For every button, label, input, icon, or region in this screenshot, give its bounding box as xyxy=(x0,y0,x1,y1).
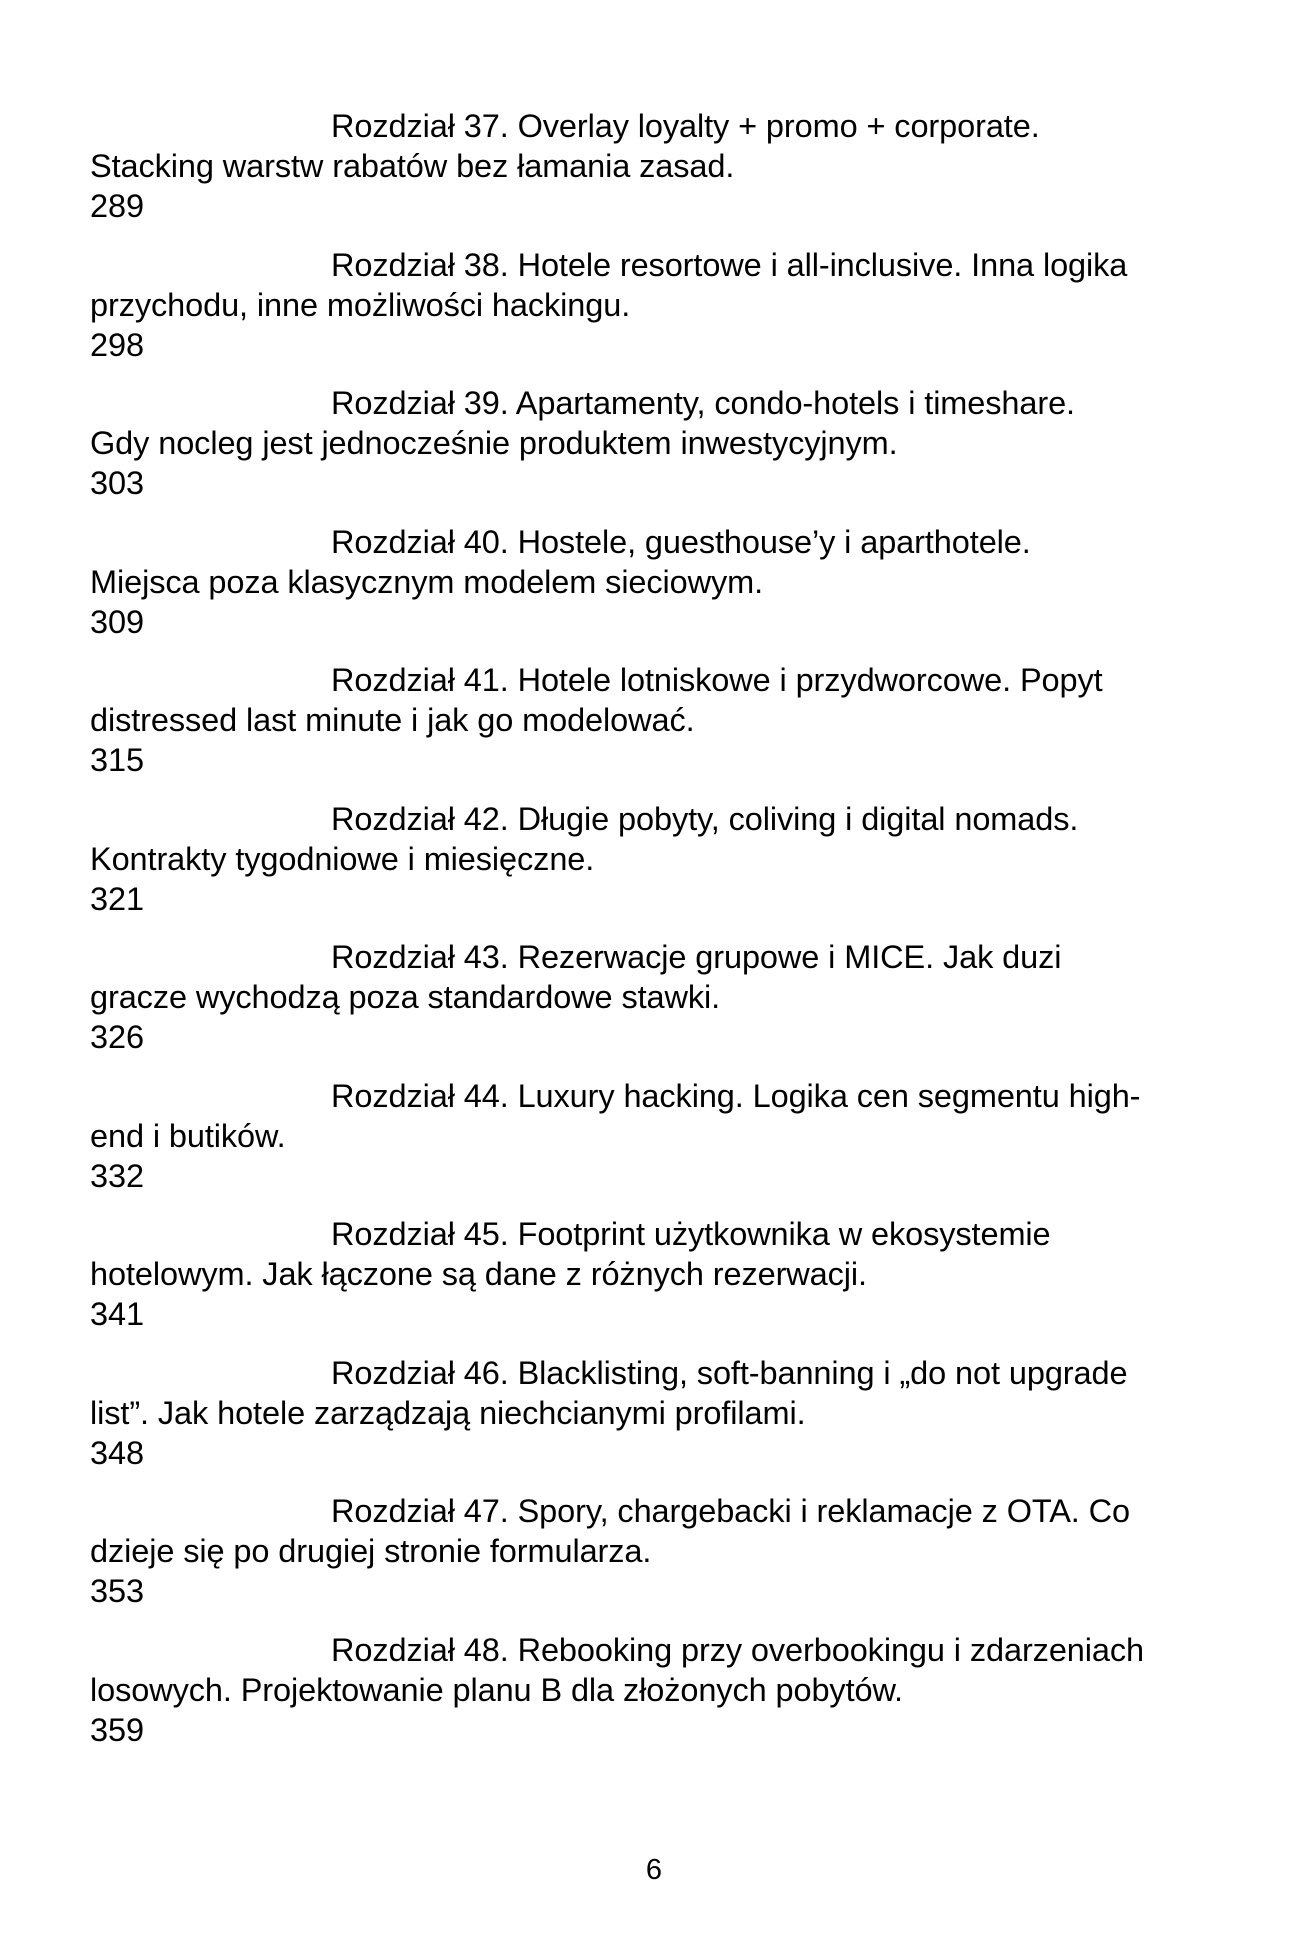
chapter-title-continuation: Miejsca poza klasycznym modelem sieciowym. xyxy=(90,563,764,600)
chapter-title: Rozdział 39. Apartamenty, condo-hotels i timeshare. xyxy=(331,385,1075,421)
chapter-title: Rozdział 43. Rezerwacje grupowe i MICE. Jak duzi xyxy=(331,939,1062,975)
chapter-title: Rozdział 37. Overlay loyalty + promo + corporate. xyxy=(331,108,1040,144)
chapter-page-number: 303 xyxy=(90,465,144,501)
chapter-title-continuation: dzieje się po drugiej stronie formularza. xyxy=(90,1533,652,1569)
chapter-page-number: 353 xyxy=(90,1573,144,1609)
chapter-page-number: 326 xyxy=(90,1019,144,1055)
chapter-title-continuation: hotelowym. Jak łączone są dane z różnych rezerwacji. xyxy=(90,1256,867,1292)
toc-entry-40 xyxy=(90,522,1230,642)
footer-page-number: 6 xyxy=(645,1854,663,1886)
chapter-page-number: 348 xyxy=(90,1434,144,1471)
chapter-page-number: 289 xyxy=(90,188,144,224)
chapter-title-continuation: gracze wychodzą poza standardowe stawki. xyxy=(90,979,721,1015)
toc-entry-37 xyxy=(90,106,1230,226)
toc-entry-43 xyxy=(90,937,1230,1057)
chapter-title: Rozdział 48. Rebooking przy overbookingu i zdarzeniach xyxy=(331,1631,1144,1668)
chapter-title: Rozdział 46. Blacklisting, soft-banning i „do not upgrade xyxy=(331,1354,1128,1391)
toc-entry-44 xyxy=(90,1076,1230,1196)
chapter-title-continuation: przychodu, inne możliwości hackingu. xyxy=(90,286,631,323)
chapter-title: Rozdział 47. Spory, chargebacki i reklamacje z OTA. Co xyxy=(331,1493,1130,1529)
chapter-title: Rozdział 38. Hotele resortowe i all-inclusive. Inna logika xyxy=(331,246,1128,283)
chapter-page-number: 341 xyxy=(90,1296,144,1332)
chapter-page-number: 359 xyxy=(90,1711,144,1748)
chapter-page-number: 309 xyxy=(90,603,144,640)
chapter-title-continuation: Gdy nocleg jest jednocześnie produktem inwestycyjnym. xyxy=(90,425,898,461)
chapter-page-number: 332 xyxy=(90,1157,144,1194)
chapter-title-continuation: list”. Jak hotele zarządzają niechcianymi profilami. xyxy=(90,1394,806,1431)
toc-entry-41 xyxy=(90,660,1230,780)
chapter-title: Rozdział 40. Hostele, guesthouse’y i aparthotele. xyxy=(331,523,1031,560)
toc-entry-45 xyxy=(90,1214,1230,1334)
chapter-title: Rozdział 45. Footprint użytkownika w ekosystemie xyxy=(331,1216,1051,1252)
chapter-page-number: 321 xyxy=(90,880,144,917)
toc-entry-38 xyxy=(90,245,1230,365)
chapter-title-continuation: Stacking warstw rabatów bez łamania zasad. xyxy=(90,148,735,184)
chapter-title-continuation: end i butików. xyxy=(90,1117,286,1154)
chapter-title: Rozdział 42. Długie pobyty, coliving i digital nomads. xyxy=(331,800,1079,837)
toc-entry-48 xyxy=(90,1630,1230,1750)
toc-entry-47 xyxy=(90,1491,1230,1611)
chapter-title-continuation: Kontrakty tygodniowe i miesięczne. xyxy=(90,840,595,877)
chapter-page-number: 315 xyxy=(90,742,144,778)
chapter-title-continuation: losowych. Projektowanie planu B dla złożonych pobytów. xyxy=(90,1671,903,1708)
chapter-page-number: 298 xyxy=(90,326,144,363)
toc-entry-46 xyxy=(90,1353,1230,1473)
chapter-title: Rozdział 44. Luxury hacking. Logika cen segmentu high- xyxy=(331,1077,1141,1114)
chapter-title: Rozdział 41. Hotele lotniskowe i przydworcowe. Popyt xyxy=(331,662,1103,698)
toc-entry-42 xyxy=(90,799,1230,919)
chapter-title-continuation: distressed last minute i jak go modelować. xyxy=(90,702,695,738)
toc-entry-39 xyxy=(90,383,1230,503)
